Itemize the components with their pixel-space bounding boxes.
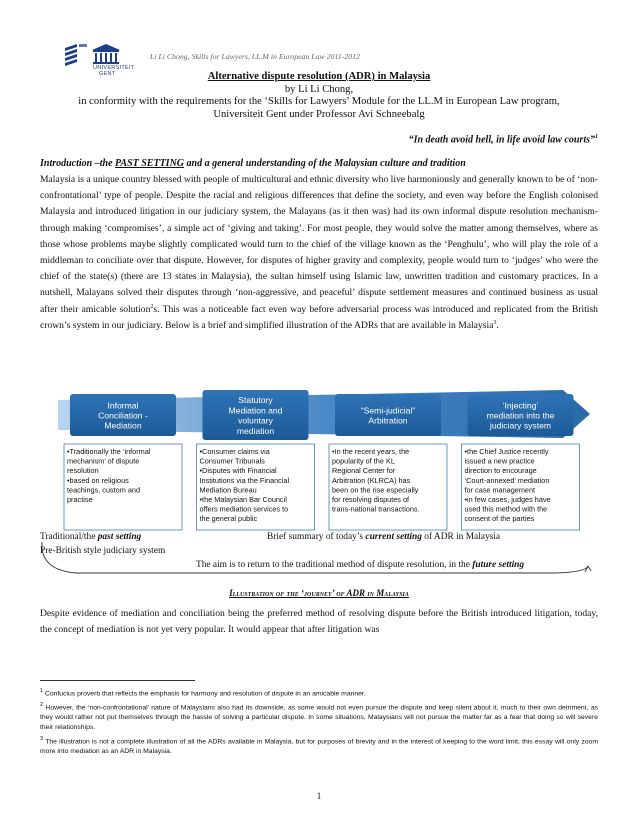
- footnote-3-number: 3: [40, 735, 44, 742]
- footnote-2-number: 2: [40, 701, 44, 708]
- intro-text-c: .: [496, 319, 499, 331]
- stage-1-bullet-1-line-3: resolution: [67, 466, 99, 476]
- heading-prefix: Introduction –the: [40, 158, 116, 169]
- page-number: 1: [316, 792, 322, 802]
- intro-paragraph: [40, 172, 598, 334]
- stage-4-bullet-1-line-4: ‘Court-annexed’ mediation: [464, 475, 550, 485]
- footnote-1-number: 1: [40, 688, 44, 694]
- caption-current-setting: [267, 532, 500, 542]
- caption-past-prefix: Traditional/the: [40, 532, 98, 542]
- stage-3-bullet-1-line-5: been on the rise especially: [332, 485, 419, 495]
- stage-3-bullet-1-line-2: popularity of the KL: [332, 456, 395, 466]
- heading-suffix: and a general understanding of the Malaysian culture and tradition: [184, 158, 466, 169]
- stage-4-bullet-2-line-3: consent of the parties: [464, 514, 535, 524]
- section-heading: [40, 158, 600, 169]
- stage-2-bullet-2-line-3: Mediation Bureau: [199, 485, 257, 495]
- stage-4-title-line-2: mediation into the: [486, 410, 555, 421]
- adr-journey-diagram: [58, 386, 590, 532]
- stage-1-bullet-2-line-1: •based on religious: [67, 475, 129, 485]
- footnote-ref-2[interactable]: 2: [150, 303, 154, 310]
- stage-1-title-line-3: Mediation: [104, 420, 142, 431]
- stage-2-bullet-1-line-1: •Consumer claims via: [199, 447, 270, 456]
- stage-2-bullet-3-line-1: •the Malaysian Bar Council: [199, 495, 287, 504]
- caption-future-emph: future setting: [472, 560, 525, 570]
- footnotes: [40, 686, 598, 758]
- stage-3-bullet-1-line-3: Regional Center for: [332, 466, 396, 476]
- stage-1-bullet-2-line-3: practise: [67, 495, 93, 504]
- logo-text-2: GENT: [99, 71, 116, 76]
- stage-3-title-line-2: Arbitration: [368, 415, 408, 426]
- body-paragraph-2: Despite evidence of mediation and conciliation being the preferred method of resolving dispute before the British introduced litigation, today, the concept of mediation is not yet very popular. It would appear that after litigation was: [40, 608, 598, 636]
- footnote-ref-3[interactable]: 3: [493, 319, 497, 326]
- footnote-1: [40, 686, 598, 700]
- stage-1-bullet-1-line-1: •Traditionally the ‘informal: [67, 447, 151, 456]
- caption-future-setting: [196, 560, 524, 570]
- running-head: Li Li Chong, Skills for Lawyers, LL.M in European Law 2011-2012: [150, 52, 360, 61]
- stage-1-bullet-1-line-2: mechanism’ of dispute: [67, 456, 140, 466]
- footnote-ref-1[interactable]: 1: [595, 134, 598, 140]
- title-block: [40, 71, 598, 121]
- figure-title: [0, 588, 638, 598]
- figure-title-text: Illustration of the ‘journey’ of ADR in Malaysia: [229, 588, 409, 598]
- caption-past-emph: past setting: [97, 532, 142, 542]
- stage-4-title-line-3: judiciary system: [489, 420, 552, 431]
- stage-3-bullet-1-line-6: for resolving disputes of: [332, 495, 410, 504]
- stage-1-bullet-2-line-2: teachings, custom and: [67, 485, 141, 495]
- document-title: Alternative dispute resolution (ADR) in Malaysia: [207, 71, 431, 82]
- stage-4-bullet-1-line-5: for case management: [464, 485, 536, 495]
- caption-current-emph: current setting: [365, 532, 422, 542]
- stage-2-title-line-1: Statutory: [238, 395, 273, 406]
- stage-4-bullet-2-line-1: •in few cases, judges have: [464, 495, 551, 504]
- quote-text: “In death avoid hell, in life avoid law courts”: [408, 134, 595, 146]
- epigraph-quote: [409, 134, 598, 145]
- footnote-1-text: Confucius proverb that reflects the emphasis for harmony and resolution of dispute in an amicable manner.: [43, 690, 366, 698]
- stage-1-title-line-2: Conciliation -: [98, 410, 148, 421]
- stage-3-bullet-1-line-4: Arbitration (KLRCA) has: [332, 475, 411, 485]
- stage-3-title-line-1: “Semi-judicial”: [360, 405, 416, 416]
- footnote-2-text: However, the ‘non-confrontational’ nature of Malaysians also had its downside, as some would not even pursue the dispute and keep silent about it, much to their own detriment, as they would rather not put themselves through the hassle of solving a particular dispute. In some situations, Malaysians will not pursue the matter far as a fear that doing so will severe their relationships.: [40, 703, 598, 732]
- caption-past-setting: [40, 532, 141, 542]
- caption-current-suffix: of ADR in Malaysia: [421, 532, 501, 542]
- stage-2-title-line-2: Mediation and: [228, 405, 283, 416]
- logo-text-1: UNIVERSITEIT: [93, 65, 135, 71]
- stage-4-bullet-1-line-2: issued a new practice: [464, 456, 535, 466]
- stage-1-title-line-1: Informal: [107, 400, 139, 411]
- footnote-2: [40, 700, 598, 734]
- stage-2-title-line-3: voluntary: [238, 415, 273, 426]
- caption-pre-british: Pre-British style judiciary system: [40, 546, 166, 556]
- stage-4-bullet-2-line-2: used this method with the: [464, 504, 548, 514]
- stage-2-bullet-2-line-1: •Disputes with Financial: [199, 466, 277, 476]
- stage-2-bullet-3-line-3: the general public: [199, 514, 258, 524]
- footnote-3-text: The illustration is not a complete illustration of all the ADRs available in Malaysia, but for purposes of brevity and in the interest of keeping to the word limit, this essay will only zoom more into mediation as an ADR in Malaysia.: [40, 737, 598, 756]
- stage-4-bullet-1-line-3: direction to encourage: [464, 466, 537, 476]
- stage-2-bullet-2-line-2: Institutions via the Financial: [199, 475, 290, 485]
- intro-text-b: s. This was a noticeable fact even way before adversarial process was introduced and replicated from the British crown’s system in our judiciary. Below is a brief and simplified illustration of the ADRs that are available in Malaysia: [40, 303, 598, 331]
- stage-3-bullet-1-line-1: •In the recent years, the: [332, 447, 410, 456]
- caption-current-prefix: Brief summary of today’s: [267, 532, 366, 542]
- stage-2-bullet-3-line-2: offers mediation services to: [199, 504, 289, 514]
- stage-4-bullet-1-line-1: •the Chief Justice recently: [464, 447, 549, 456]
- heading-underlined: PAST SETTING: [115, 158, 185, 169]
- title-institution-line: Universiteit Gent under Professor Avi Schneebalg: [213, 108, 425, 120]
- footnote-rule: [40, 680, 195, 681]
- stage-2-title-line-4: mediation: [236, 425, 275, 436]
- stage-2-bullet-1-line-2: Consumer Tribunals: [199, 456, 265, 466]
- stage-4-title-line-1: ‘Injecting’: [502, 400, 539, 411]
- footnote-3: [40, 734, 598, 758]
- caption-future-prefix: The aim is to return to the traditional method of dispute resolution, in the: [196, 560, 473, 570]
- title-context-line: in conformity with the requirements for the ‘Skills for Lawyers’ Module for the LL.M in European Law program,: [78, 96, 560, 108]
- author-line: by Li Li Chong,: [284, 83, 354, 95]
- stage-3-bullet-1-line-7: trans-national transactions.: [332, 504, 420, 514]
- intro-text-a: Malaysia is a unique country blessed with people of multicultural and ethnic diversity who live harmoniously and generally known to be of ‘non-confrontational’ type of people. Despite the racial and religious differences that define the society, and even way before the English colonised Malaysia and introduced litigation in our judiciary system, the Malayans (as it then was) had its own informal dispute resolution mechanism- through making ‘compromises’, a simple act of ‘giving and taking’. For most people, they would solve the matter among themselves, where as those whose problems maybe slightly complicated would turn to the chief of the village known as the ‘Penghulu’, who will play the role of a middleman to conciliate over that dispute. However, for disputes of higher gravity and complexity, people would turn to ‘judges’ who were the chief of the state(s) (there are 13 states in Malaysia), the sultan himself using Islamic law, unwritten tradition and customary practices. In a nutshell, Malayans solved their disputes through ‘non-aggressive, and peaceful’ dispute settlement measures and continued business as usual after their amicable solution: [40, 174, 598, 315]
